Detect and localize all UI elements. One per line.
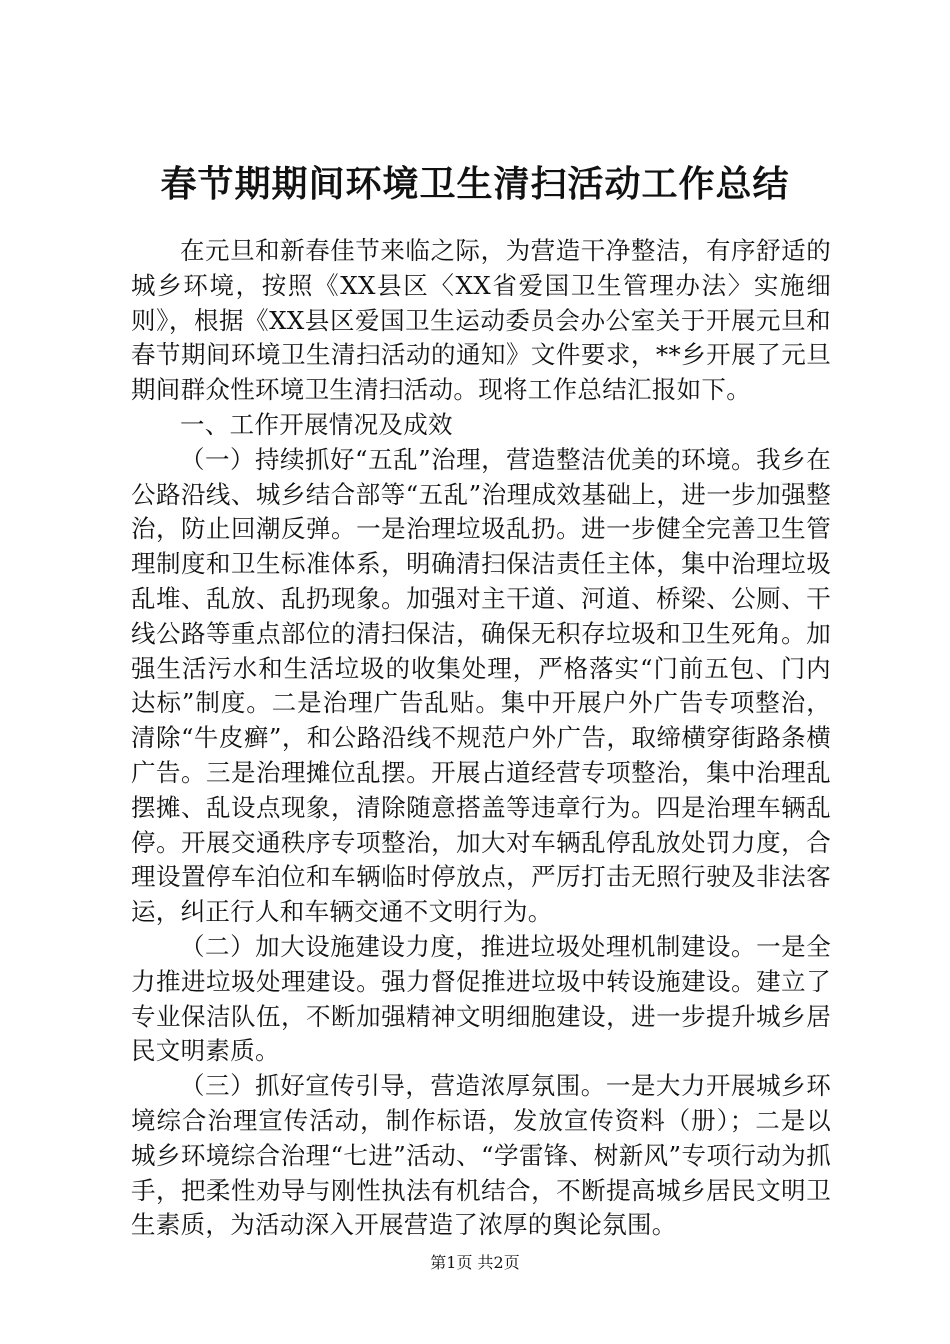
- intro-paragraph: 在元旦和新春佳节来临之际，为营造干净整洁，有序舒适的城乡环境，按照《XX县区〈XX省爱国卫生管理办法〉实施细则》，根据《XX县区爱国卫生运动委员会办公室关于开展元旦和春节期间环境卫生清扫活动的通知》文件要求，**乡开展了元旦期间群众性环境卫生清扫活动。现将工作总结汇报如下。: [131, 236, 831, 405]
- section-heading: 一、工作开展情况及成效: [180, 409, 453, 439]
- subsection-2-paragraph: （二）加大设施建设力度，推进垃圾处理机制建设。一是全力推进垃圾处理建设。强力督促推进垃圾中转设施建设。建立了专业保洁队伍，不断加强精神文明细胞建设，进一步提升城乡居民文明素质。: [131, 931, 831, 1066]
- document-body: [131, 234, 831, 1243]
- document-title: 春节期期间环境卫生清扫活动工作总结: [160, 163, 790, 205]
- subsection-1-paragraph: （一）持续抓好“五乱”治理，营造整洁优美的环境。我乡在公路沿线、城乡结合部等“五乱”治理成效基础上，进一步加强整治，防止回潮反弹。一是治理垃圾乱扔。进一步健全完善卫生管理制度和卫生标准体系，明确清扫保洁责任主体，集中治理垃圾乱堆、乱放、乱扔现象。加强对主干道、河道、桥梁、公厕、干线公路等重点部位的清扫保洁，确保无积存垃圾和卫生死角。加强生活污水和生活垃圾的收集处理，严格落实“门前五包、门内达标”制度。二是治理广告乱贴。集中开展户外广告专项整治，清除“牛皮癣”，和公路沿线不规范户外广告，取缔横穿街路条横广告。三是治理摊位乱摆。开展占道经营专项整治，集中治理乱摆摊、乱设点现象，清除随意搭盖等违章行为。四是治理车辆乱停。开展交通秩序专项整治，加大对车辆乱停乱放处罚力度，合理设置停车泊位和车辆临时停放点，严厉打击无照行驶及非法客运，纠正行人和车辆交通不文明行为。: [131, 444, 831, 927]
- subsection-3-paragraph: （三）抓好宣传引导，营造浓厚氛围。一是大力开展城乡环境综合治理宣传活动，制作标语，发放宣传资料（册）；二是以城乡环境综合治理“七进”活动、“学雷锋、树新风”专项行动为抓手，把柔性劝导与刚性执法有机结合，不断提高城乡居民文明卫生素质，为活动深入开展营造了浓厚的舆论氛围。: [131, 1071, 831, 1240]
- page-footer: 第1页 共2页: [430, 1253, 520, 1272]
